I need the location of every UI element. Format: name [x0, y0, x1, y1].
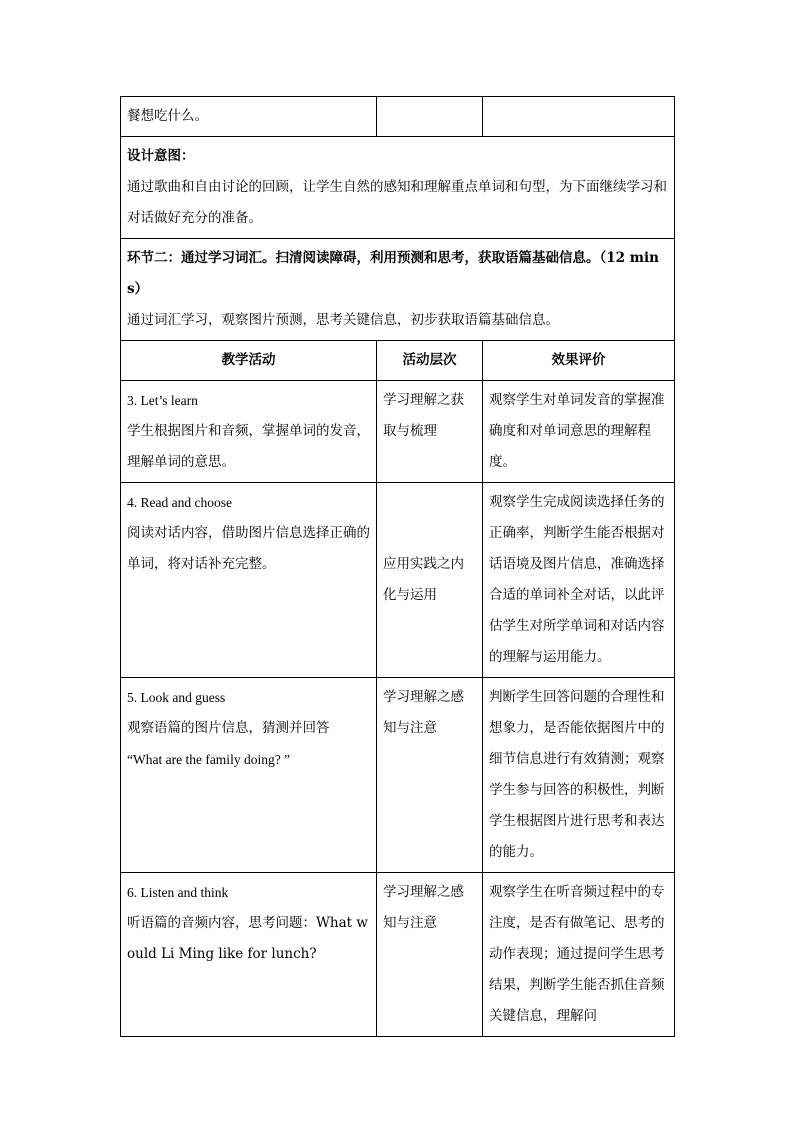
activity-desc: 观察语篇的图片信息，猜测并回答 — [127, 720, 330, 736]
evaluation-cell: 判断学生回答问题的合理性和想象力，是否能依据图片中的细节信息进行有效猜测；观察学生参与回答的积极性，判断学生根据图片进行思考和表达的能力。 — [483, 678, 675, 873]
top-row-evaluation — [483, 97, 675, 137]
header-activity: 教学活动 — [121, 341, 377, 381]
level-cell: 学习理解之获取与梳理 — [377, 381, 483, 483]
activity-cell — [121, 483, 377, 678]
evaluation-cell: 观察学生在听音频过程中的专注度，是否有做笔记、思考的动作表现；通过提问学生思考结果，判断学生能否抓住音频关键信息，理解问 — [483, 873, 675, 1037]
design-intent-heading: 设计意图： — [127, 148, 195, 164]
header-level: 活动层次 — [377, 341, 483, 381]
activity-cell — [121, 381, 377, 483]
activity-question: “What are the family doing? ” — [127, 752, 291, 767]
header-evaluation: 效果评价 — [483, 341, 675, 381]
table-row — [121, 381, 675, 483]
activity-title: 6. Listen and think — [127, 885, 229, 900]
evaluation-cell: 观察学生对单词发音的掌握准确度和对单词意思的理解程度。 — [483, 381, 675, 483]
lesson-plan-table — [120, 96, 675, 1037]
design-intent-cell — [121, 137, 675, 239]
activity-title: 5. Look and guess — [127, 690, 226, 705]
table-row — [121, 97, 675, 137]
top-row-level — [377, 97, 483, 137]
activity-desc: 学生根据图片和音频，掌握单词的发音，理解单词的意思。 — [127, 423, 370, 470]
level-cell: 应用实践之内化与运用 — [377, 483, 483, 678]
section2-text: 通过词汇学习，观察图片预测，思考关键信息，初步获取语篇基础信息。 — [127, 312, 559, 328]
table-row — [121, 678, 675, 873]
section2-row — [121, 239, 675, 341]
activity-cell — [121, 873, 377, 1037]
activity-desc: 听语篇的音频内容，思考问题：What would Li Ming like for lunch? — [127, 915, 368, 962]
level-cell: 学习理解之感知与注意 — [377, 873, 483, 1037]
design-intent-text: 通过歌曲和自由讨论的回顾，让学生自然的感知和理解重点单词和句型，为下面继续学习和对话做好充分的准备。 — [127, 179, 667, 226]
evaluation-cell: 观察学生完成阅读选择任务的正确率，判断学生能否根据对话语境及图片信息，准确选择合适的单词补全对话，以此评估学生对所学单词和对话内容的理解与运用能力。 — [483, 483, 675, 678]
level-cell: 学习理解之感知与注意 — [377, 678, 483, 873]
activity-title: 4. Read and choose — [127, 495, 232, 510]
table-header-row — [121, 341, 675, 381]
section2-cell — [121, 239, 675, 341]
activity-title: 3. Let’s learn — [127, 393, 198, 408]
activity-desc: 阅读对话内容，借助图片信息选择正确的单词，将对话补充完整。 — [127, 525, 370, 572]
design-intent-row — [121, 137, 675, 239]
section2-heading: 环节二：通过学习词汇。扫清阅读障碍，利用预测和思考，获取语篇基础信息。（12 mins） — [127, 250, 659, 297]
top-row-activity: 餐想吃什么。 — [121, 97, 377, 137]
table-row — [121, 483, 675, 678]
activity-cell — [121, 678, 377, 873]
table-row — [121, 873, 675, 1037]
